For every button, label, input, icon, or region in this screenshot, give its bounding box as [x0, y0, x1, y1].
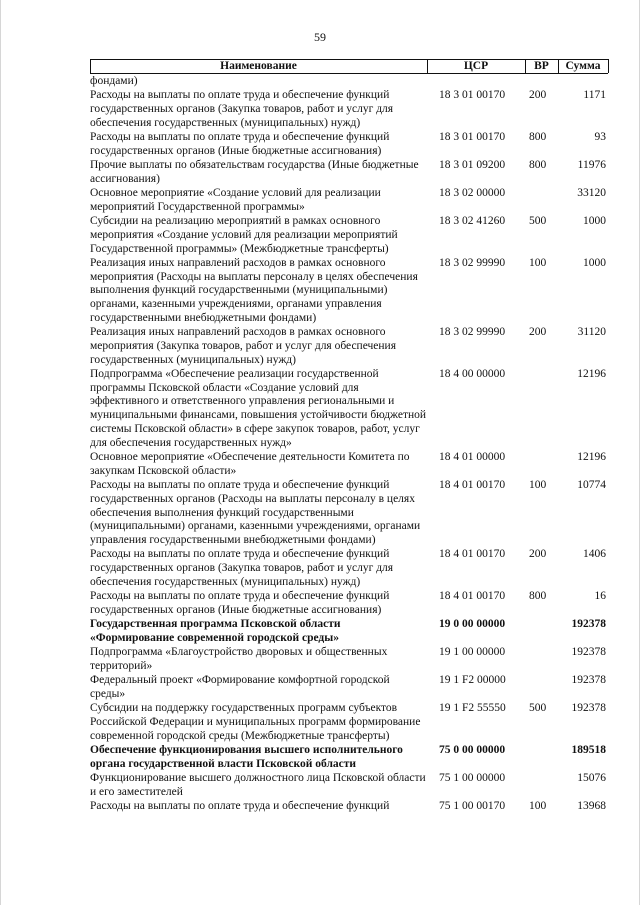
cell-csr: 18 3 01 00170	[439, 130, 506, 143]
table-row	[90, 368, 608, 451]
table-row	[90, 702, 608, 743]
cell-name: фондами)	[90, 75, 138, 87]
cell-csr: 18 3 02 00000	[439, 186, 506, 199]
cell-vr: 500	[529, 702, 547, 715]
cell-csr: 19 1 F2 00000	[439, 674, 506, 687]
cell-vr: 800	[529, 158, 547, 171]
cell-csr: 19 0 00 00000	[439, 618, 506, 631]
cell-csr: 18 4 00 00000	[439, 367, 506, 380]
table-row	[90, 548, 608, 589]
cell-sum: 1000	[583, 214, 606, 227]
table-row	[90, 159, 608, 187]
cell-csr: 18 4 01 00000	[439, 451, 506, 464]
table-row	[90, 257, 608, 326]
table-row	[90, 744, 608, 772]
cell-sum: 12196	[577, 367, 606, 380]
cell-name: Расходы на выплаты по оплате труда и обеспечение функций государственных органов (Закупка товаров, работ и услуг для обеспечения государственных (муниципальных) нужд)	[90, 89, 394, 129]
table-row	[90, 479, 608, 548]
cell-vr: 200	[529, 548, 547, 561]
cell-vr: 200	[529, 89, 547, 102]
cell-name: Расходы на выплаты по оплате труда и обеспечение функций государственных органов (Расходы на выплаты персоналу в целях обеспечения выполнения функций государственными (муниципальными) органами, казенными учреждениями, органами управления государственными внебюджетными фондами)	[90, 479, 421, 547]
cell-csr: 18 4 01 00170	[439, 548, 506, 561]
cell-name: Федеральный проект «Формирование комфортной городской среды»	[90, 674, 390, 700]
cell-csr: 18 3 01 09200	[439, 158, 506, 171]
cell-name: Основное мероприятие «Обеспечение деятельности Комитета по закупкам Псковской области»	[90, 451, 410, 477]
cell-sum: 1000	[583, 256, 606, 269]
table-row	[90, 89, 608, 130]
table-row	[90, 618, 608, 646]
cell-sum: 13968	[577, 799, 606, 812]
cell-name: Подпрограмма «Обеспечение реализации государственной программы Псковской области «Создание условий для эффективного и ответственного управления региональными и муниципальными финансами, повышения устойчивости бюджетной системы Псковской области» в сфере закупок товаров, работ, услуг для обеспечения государственных нужд»	[90, 367, 427, 449]
table-row	[90, 590, 608, 618]
cell-csr: 18 3 02 99990	[439, 256, 506, 269]
cell-name: Прочие выплаты по обязательствам государства (Иные бюджетные ассигнования)	[90, 158, 419, 185]
table-row	[90, 772, 608, 800]
cell-sum: 189518	[571, 743, 606, 756]
cell-name: Расходы на выплаты по оплате труда и обеспечение функций государственных органов (Закупка товаров, работ и услуг для обеспечения государственных (муниципальных) нужд)	[90, 548, 394, 588]
cell-sum: 33120	[577, 186, 606, 199]
cell-sum: 10774	[577, 479, 606, 492]
cell-csr: 18 4 01 00170	[439, 590, 506, 603]
table-row	[90, 75, 608, 89]
table-row	[90, 800, 608, 814]
cell-csr: 18 3 02 99990	[439, 326, 506, 339]
cell-csr: 19 1 00 00000	[439, 646, 506, 659]
table-row	[90, 187, 608, 215]
cell-vr: 100	[529, 256, 547, 269]
scan-edge-left	[0, 0, 1, 905]
cell-sum: 192378	[571, 646, 606, 659]
cell-name: Реализация иных направлений расходов в рамках основного мероприятия (Расходы на выплаты персоналу в целях обеспечения выполнения функций государственными (муниципальными) органами, казенными учреждениями, органами управления государственными внебюджетными фондами)	[90, 256, 418, 324]
cell-name: Подпрограмма «Благоустройство дворовых и общественных территорий»	[90, 646, 388, 672]
header-name: Наименование	[220, 60, 297, 72]
table-row	[90, 131, 608, 159]
cell-csr: 18 3 01 00170	[439, 89, 506, 102]
cell-csr: 75 0 00 00000	[439, 743, 506, 756]
cell-sum: 12196	[577, 451, 606, 464]
cell-sum: 31120	[577, 326, 606, 339]
cell-csr: 75 1 00 00170	[439, 799, 506, 812]
header-bottom-rule	[90, 73, 608, 74]
table-body	[90, 75, 608, 814]
cell-vr: 100	[529, 799, 547, 812]
cell-name: Функционирование высшего должностного лица Псковской области и его заместителей	[90, 771, 426, 798]
header-divider	[608, 59, 609, 73]
cell-vr: 800	[529, 590, 547, 603]
header-vr: ВР	[534, 60, 549, 72]
header-csr: ЦСР	[463, 60, 489, 72]
table-row	[90, 215, 608, 256]
cell-sum: 93	[594, 130, 606, 143]
cell-sum: 192378	[571, 702, 606, 715]
cell-sum: 15076	[577, 771, 606, 784]
cell-vr: 100	[529, 479, 547, 492]
header-sum: Сумма	[565, 60, 601, 72]
cell-vr: 800	[529, 130, 547, 143]
table-row	[90, 451, 608, 479]
cell-name: Расходы на выплаты по оплате труда и обеспечение функций государственных органов (Иные бюджетные ассигнования)	[90, 590, 390, 616]
table-row	[90, 674, 608, 702]
cell-csr: 18 3 02 41260	[439, 214, 506, 227]
cell-name: Основное мероприятие «Создание условий для реализации мероприятий Государственной программы»	[90, 186, 381, 213]
cell-sum: 11976	[577, 158, 606, 171]
cell-csr: 19 1 F2 55550	[439, 702, 506, 715]
cell-csr: 75 1 00 00000	[439, 771, 506, 784]
cell-name: Субсидии на поддержку государственных программ субъектов Российской Федерации и муниципальных программ формирование современной городской среды (Межбюджетные трансферты)	[90, 702, 421, 742]
cell-name: Расходы на выплаты по оплате труда и обеспечение функций государственных органов (Иные бюджетные ассигнования)	[90, 130, 390, 157]
cell-sum: 1171	[583, 89, 606, 102]
cell-sum: 16	[594, 590, 606, 603]
cell-name: Обеспечение функционирования высшего исполнительного органа государственной власти Псковской области	[90, 743, 403, 770]
cell-name: Государственная программа Псковской области «Формирование современной городской среды»	[90, 618, 341, 644]
cell-name: Субсидии на реализацию мероприятий в рамках основного мероприятия «Создание условий для реализации мероприятий Государственной программы» (Межбюджетные трансферты)	[90, 214, 398, 255]
cell-vr: 500	[529, 214, 547, 227]
table-row	[90, 646, 608, 674]
table-row	[90, 326, 608, 367]
cell-sum: 192378	[571, 674, 606, 687]
cell-vr: 200	[529, 326, 547, 339]
cell-sum: 1406	[583, 548, 606, 561]
cell-csr: 18 4 01 00170	[439, 479, 506, 492]
cell-sum: 192378	[571, 618, 606, 631]
page-number: 59	[314, 30, 326, 44]
cell-name: Реализация иных направлений расходов в рамках основного мероприятия (Закупка товаров, работ и услуг для обеспечения государственных (муниципальных) нужд)	[90, 326, 397, 366]
cell-name: Расходы на выплаты по оплате труда и обеспечение функций	[90, 799, 390, 812]
